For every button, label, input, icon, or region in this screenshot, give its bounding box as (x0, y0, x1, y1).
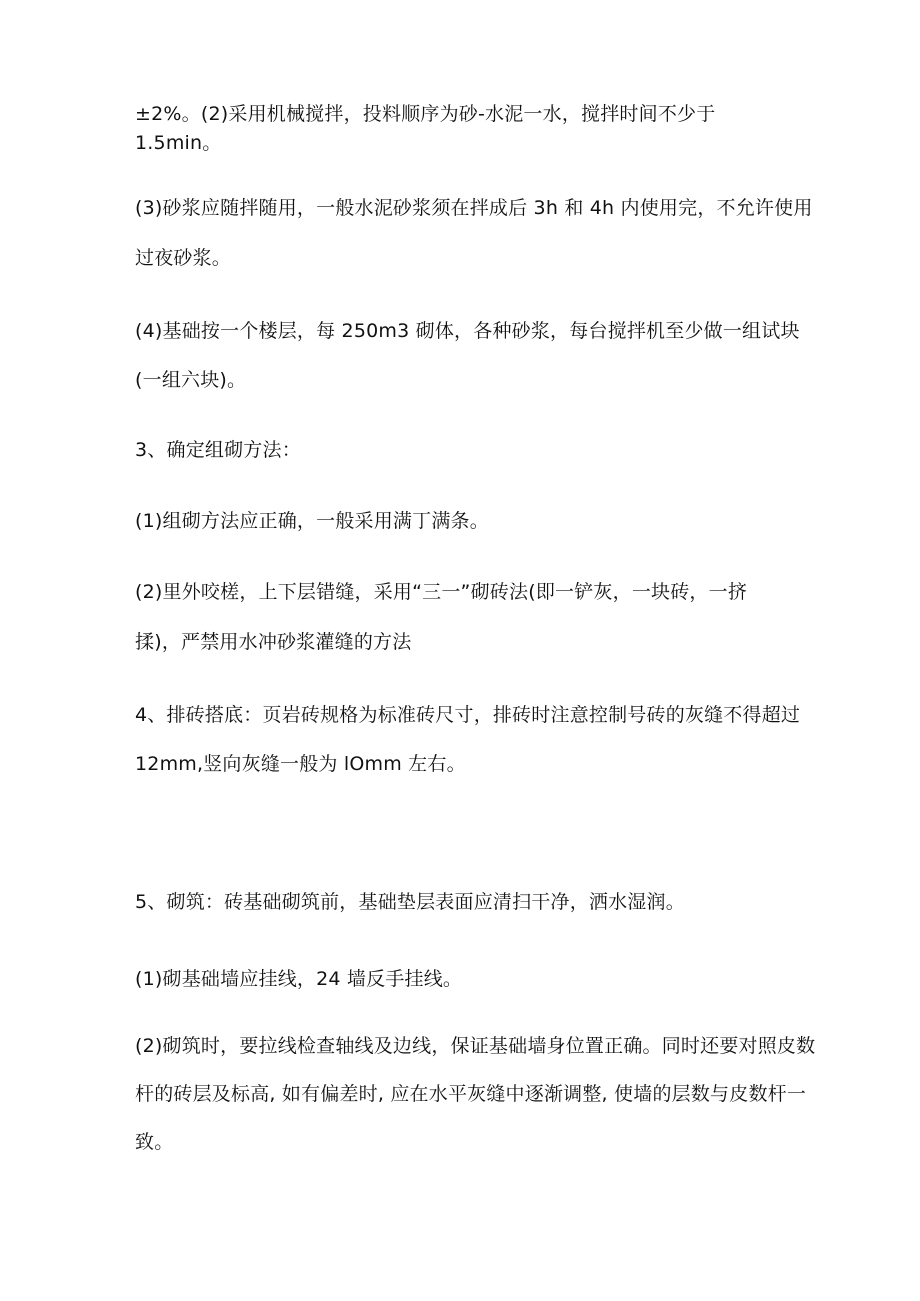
text-line: 1.5min。 (135, 132, 222, 154)
text-line: 过夜砂浆。 (135, 247, 232, 269)
text-line: (3)砂浆应随拌随用，一般水泥砂浆须在拌成后 3h 和 4h 内使用完，不允许使用 (135, 197, 813, 219)
text-line: ±2%。(2)采用机械搅拌，投料顺序为砂-水泥一水，搅拌时间不少于 (135, 103, 716, 125)
section-heading: 5、砌筑：砖基础砌筑前，基础垫层表面应清扫干净，洒水湿润。 (135, 891, 685, 913)
text-line: (4)基础按一个楼层，每 250m3 砌体，各种砂浆，每台搅拌机至少做一组试块 (135, 320, 800, 342)
section-heading: 4、排砖搭底：页岩砖规格为标准砖尺寸，排砖时注意控制号砖的灰缝不得超过 (135, 704, 801, 726)
text-line: (一组六块)。 (135, 369, 247, 391)
text-line: (2)里外咬槎，上下层错缝，采用“三一”砌砖法(即一铲灰，一块砖，一挤 (135, 581, 748, 603)
text-line: (1)砌基础墙应挂线，24 墙反手挂线。 (135, 968, 463, 990)
text-line: 12mm,竖向灰缝一般为 lOmm 左右。 (135, 753, 466, 775)
section-heading: 3、确定组砌方法： (135, 439, 301, 461)
text-line: 杆的砖层及标高, 如有偏差时, 应在水平灰缝中逐渐调整, 使墙的层数与皮数杆一 (135, 1083, 807, 1105)
text-line: 致。 (135, 1131, 174, 1153)
text-line: (1)组砌方法应正确，一般采用满丁满条。 (135, 510, 489, 532)
text-line: 揉)，严禁用水冲砂浆灌缝的方法 (135, 631, 412, 653)
text-line: (2)砌筑时，要拉线检查轴线及边线，保证基础墙身位置正确。同时还要对照皮数 (135, 1035, 816, 1057)
